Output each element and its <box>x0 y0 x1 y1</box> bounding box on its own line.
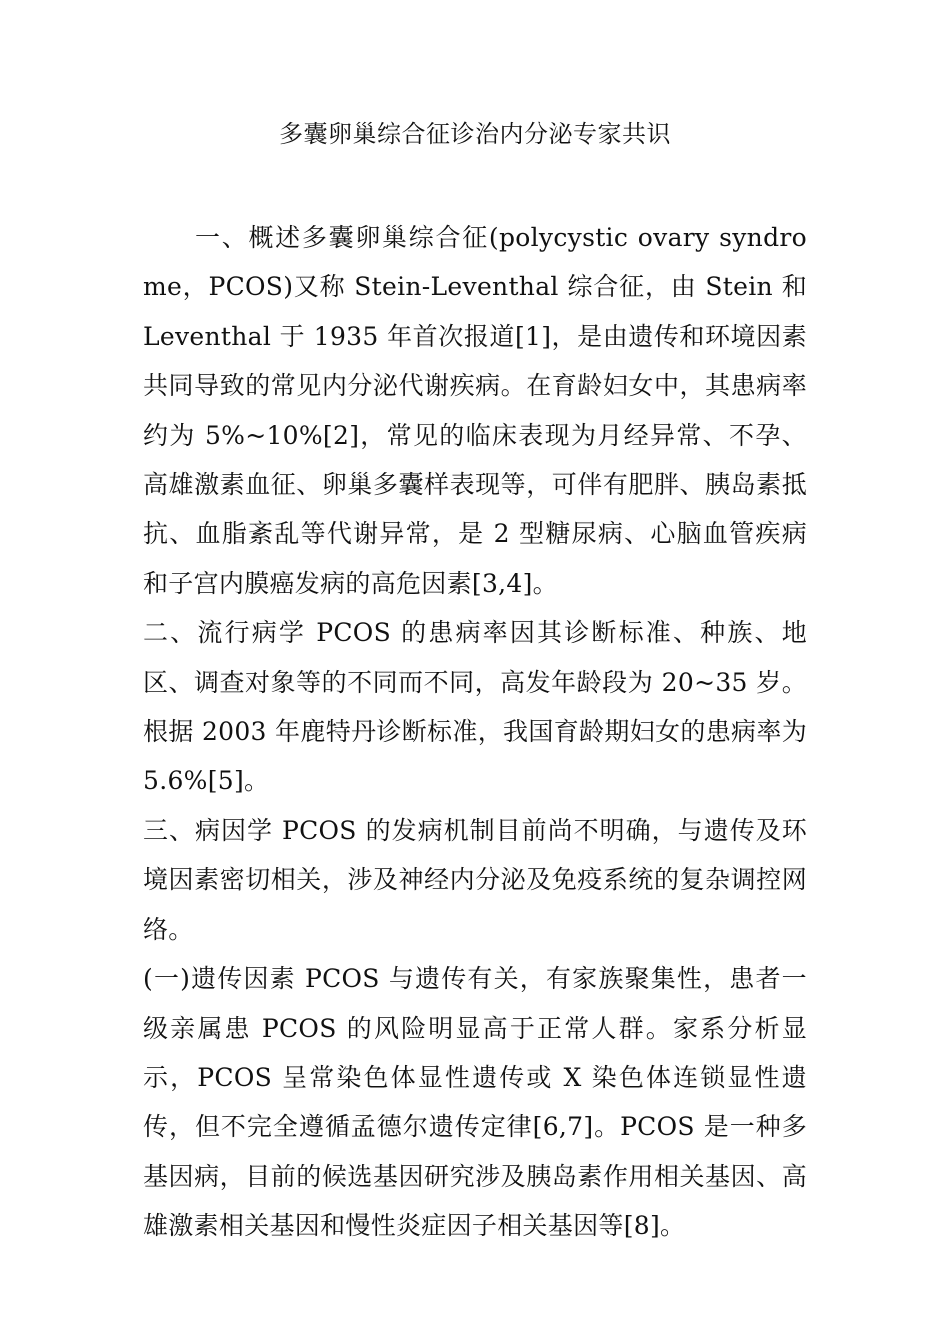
paragraph-etiology: 三、病因学 PCOS 的发病机制目前尚不明确，与遗传及环境因素密切相关，涉及神经内分泌及免疫系统的复杂调控网络。 <box>143 815 807 944</box>
paragraph-epidemiology: 二、流行病学 PCOS 的患病率因其诊断标准、种族、地区、调查对象等的不同而不同，高发年龄段为 20~35 岁。根据 2003 年鹿特丹诊断标准，我国育龄期妇女的患病率为 5.6%[5]。 <box>143 618 807 796</box>
document-title: 多囊卵巢综合征诊治内分泌专家共识 <box>279 120 671 148</box>
paragraph-overview: 一、概述多囊卵巢综合征(polycystic ovary syndrome，PCOS)又称 Stein-Leventhal 综合征，由 Stein 和 Leventhal 于 1935 年首次报道[1]，是由遗传和环境因素共同导致的常见内分泌代谢疾病。在育龄妇女中，其患病率约为 5%~10%[2]，常见的临床表现为月经异常、不孕、高雄激素血征、卵巢多囊样表现等，可伴有肥胖、胰岛素抵抗、血脂紊乱等代谢异常，是 2 型糖尿病、心脑血管疾病和子宫内膜癌发病的高危因素[3,4]。 <box>143 223 807 598</box>
paragraph-genetic-factors: (一)遗传因素 PCOS 与遗传有关，有家族聚集性，患者一级亲属患 PCOS 的风险明显高于正常人群。家系分析显示，PCOS 呈常染色体显性遗传或 X 染色体连锁显性遗传，但不完全遵循孟德尔遗传定律[6,7]。PCOS 是一种多基因病，目前的候选基因研究涉及胰岛素作用相关基因、高雄激素相关基因和慢性炎症因子相关基因等[8]。 <box>143 964 807 1241</box>
document-body <box>143 213 807 1251</box>
